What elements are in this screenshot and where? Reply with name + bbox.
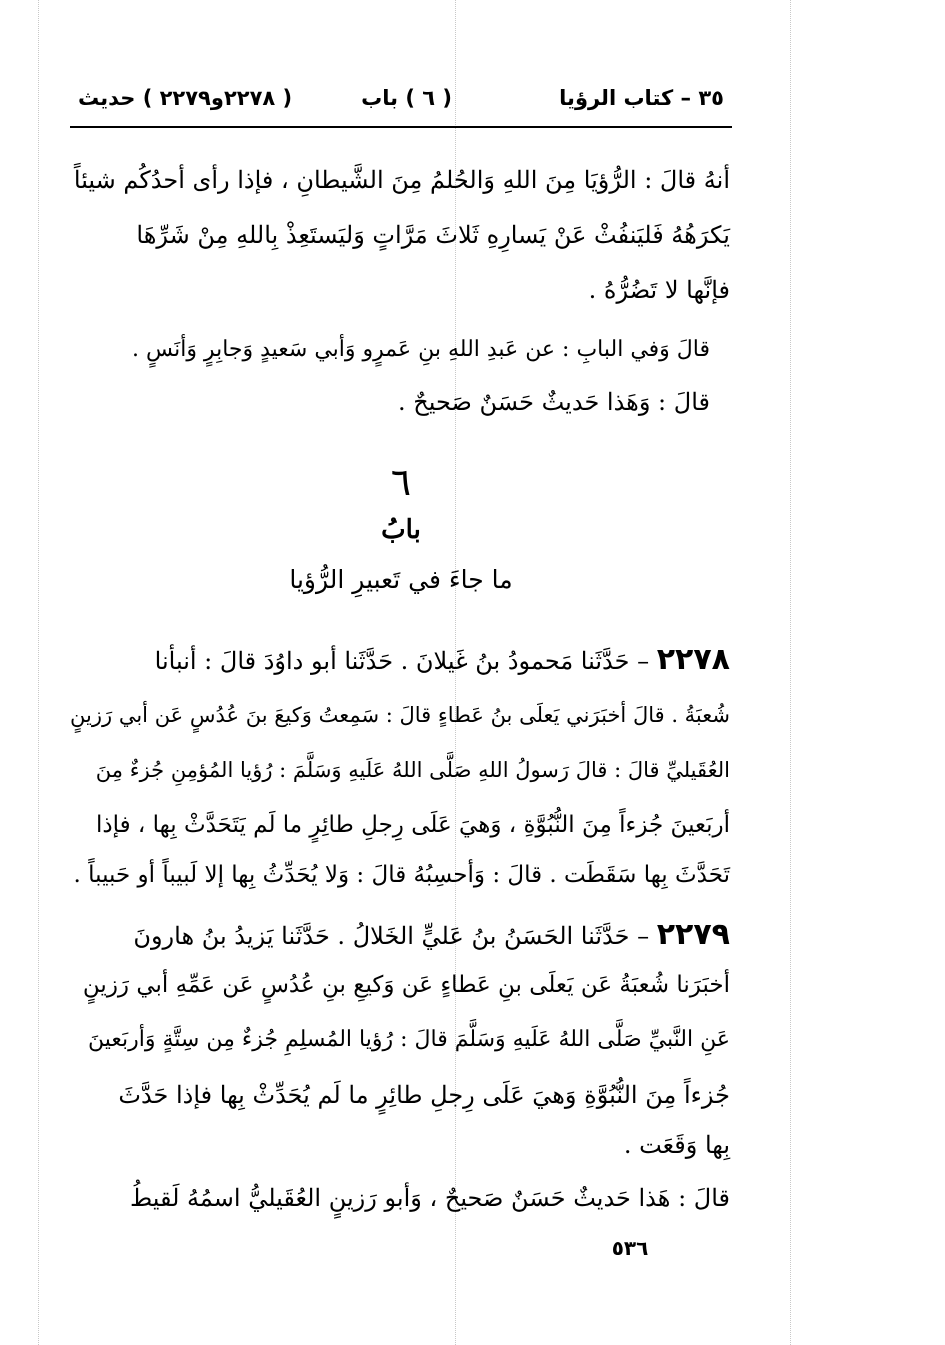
page-number: ٥٣٦ — [611, 1236, 649, 1260]
margin-guide-right — [790, 0, 791, 1345]
closing-line: قالَ : هَذا حَديثٌ حَسَنٌ صَحيحٌ ، وَأبو رَزينٍ العُقَيليُّ اسمُهُ لَقيطُ — [129, 1184, 730, 1212]
intro-line-4: قالَ وَفي البابِ : عن عَبدِ اللهِ بنِ عَمرٍو وَأبي سَعيدٍ وَجابِرٍ وَأنَسٍ . — [132, 337, 710, 362]
intro-line-1: أنهُ قالَ : الرُّؤيَا مِنَ اللهِ وَالحُلمُ مِنَ الشَّيطانِ ، فإذا رأى أحدُكُم شيئاً — [73, 166, 730, 194]
hadith-2279-line-3: عَنِ النَّبيِّ صَلَّى اللهُ عَلَيهِ وَسَلَّمَ قالَ : رُؤيا المُسلِمِ جُزءٌ مِن سِتَّةٍ وَأربَعينَ — [88, 1027, 730, 1052]
hadith-2278-text-1: – حَدَّثَنا مَحمودُ بنُ غَيلانَ . حَدَّثَنا أبو داوُدَ قالَ : أنبأنا — [154, 647, 650, 675]
chapter-label: بابُ — [381, 515, 421, 545]
intro-line-2: يَكرَهُهُ فَليَنفُثْ عَنْ يَسارِهِ ثَلاثَ مَرَّاتٍ وَليَستَعِذْ بِاللهِ مِنْ شَرِّهَا — [136, 221, 730, 249]
hadith-2279-line-1 — [70, 915, 730, 956]
hadith-2278-line-4: أربَعينَ جُزءاً مِنَ النُّبُوَّةِ ، وَهيَ عَلَى رِجلِ طائِرٍ ما لَم يَتَحَدَّثْ بِها ، فإذا — [95, 812, 730, 838]
header-chapter: ٣٥ – كتاب الرؤيا — [559, 86, 724, 110]
chapter-title: ما جاءَ في تَعبيرِ الرُّؤيا — [289, 565, 513, 594]
hadith-2278-line-1 — [70, 640, 730, 681]
header-rule — [70, 126, 732, 128]
chapter-number: ٦ — [390, 460, 412, 504]
hadith-2279-line-5: بِها وَقَعَت . — [623, 1131, 730, 1159]
hadith-2279-text-1: – حَدَّثَنا الحَسَنُ بنُ عَليٍّ الخَلالُ . حَدَّثَنا يَزيدُ بنُ هارونَ — [133, 922, 650, 950]
margin-guide-left — [38, 0, 39, 1345]
hadith-2279-number: ٢٢٧٩ — [656, 917, 730, 952]
hadith-2278-number: ٢٢٧٨ — [656, 642, 730, 677]
intro-line-5: قالَ : وَهَذا حَديثٌ حَسَنٌ صَحيحٌ . — [397, 388, 710, 416]
header-hadith-range: ( ٢٢٧٨و٢٢٧٩ ) حديث — [78, 86, 293, 110]
running-header — [70, 86, 732, 120]
hadith-2279-line-2: أخبَرَنا شُعبَةُ عَن يَعلَى بنِ عَطاءٍ عَن وَكيعِ بنِ عُدُسٍ عَن عَمِّهِ أبي رَزينٍ — [82, 972, 730, 998]
hadith-2279-line-4: جُزءاً مِنَ النُّبُوَّةِ وَهيَ عَلَى رِجلِ طائِرٍ ما لَم يُحَدِّثْ بِها فإذا حَدَّثَ — [118, 1081, 730, 1109]
hadith-2278-line-3: العُقَيليِّ قالَ : قالَ رَسولُ اللهِ صَلَّى اللهُ عَلَيهِ وَسَلَّمَ : رُؤيا المُؤمِنِ جُزءٌ مِنَ — [95, 758, 730, 782]
intro-line-3: فإنَّها لا تَضُرُّهُ . — [588, 276, 730, 304]
header-section: ( ٦ ) باب — [361, 86, 452, 110]
hadith-2278-line-5: تَحَدَّثَ بِها سَقَطَت . قالَ : وَأحسِبُهُ قالَ : وَلا يُحَدِّثُ بِها إلا لَبيباً أو حَبيباً . — [73, 862, 730, 888]
hadith-2278-line-2: شُعبَةُ . قالَ أخبَرَني يَعلَى بنُ عَطاءٍ قالَ : سَمِعتُ وَكيعَ بنَ عُدُسٍ عَن أبي رَزينٍ — [70, 703, 730, 727]
